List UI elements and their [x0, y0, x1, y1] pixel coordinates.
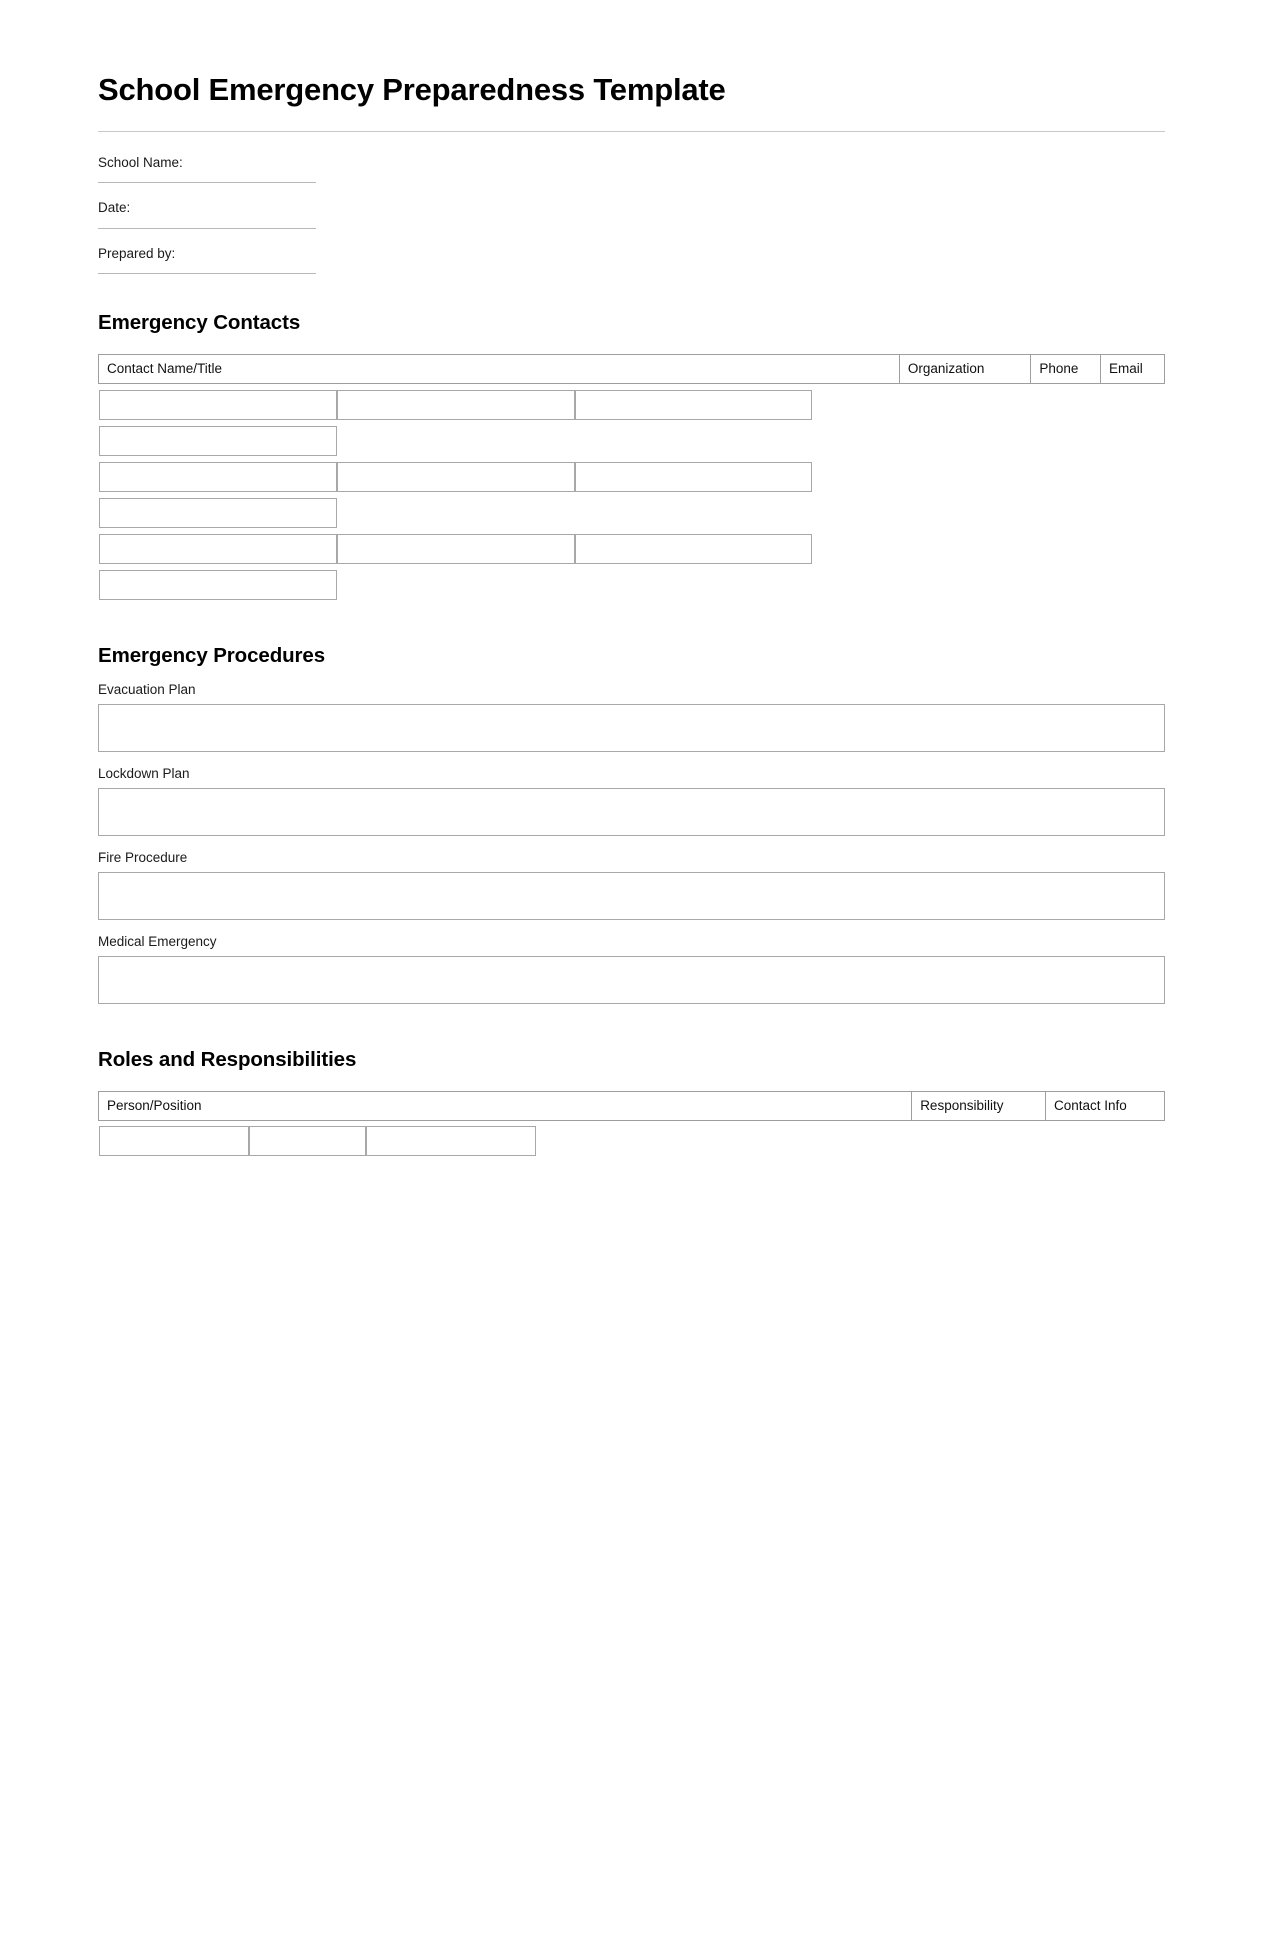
medical-emergency-textarea[interactable] — [98, 956, 1165, 1004]
evacuation-plan-label: Evacuation Plan — [98, 681, 196, 697]
school-name-label: School Name: — [98, 154, 183, 170]
contact-row-filler — [337, 498, 1166, 528]
table-row — [99, 390, 1165, 420]
contact-row-filler — [337, 426, 1166, 456]
table-row-cells — [99, 498, 1165, 528]
table-row-cells — [99, 426, 1165, 456]
contact-organization-cell-input[interactable] — [337, 462, 575, 492]
prepared-by-label: Prepared by: — [98, 245, 176, 261]
contact-row-filler — [812, 462, 1166, 492]
procedure-field-fire-procedure — [98, 850, 1165, 920]
title-divider — [98, 131, 1165, 132]
meta-field-school-name — [98, 154, 1165, 184]
contact-name-cell-input[interactable] — [99, 390, 337, 420]
section-heading-emergency-procedures: Emergency Procedures — [98, 643, 326, 667]
contact-row-filler — [812, 534, 1166, 564]
meta-field-prepared-by — [98, 245, 1165, 275]
document-meta-block — [98, 154, 1165, 275]
role-row-filler — [536, 1126, 1166, 1156]
meta-field-date — [98, 199, 1165, 229]
page-title: School Emergency Preparedness Template — [98, 72, 726, 107]
table-header-row — [99, 1091, 1165, 1120]
school-name-input-line[interactable] — [98, 182, 316, 183]
lockdown-plan-label: Lockdown Plan — [98, 765, 190, 781]
procedure-field-medical-emergency — [98, 934, 1165, 1004]
contact-name-cell-input[interactable] — [99, 462, 337, 492]
table-row — [99, 498, 1165, 528]
contact-phone-cell-input[interactable] — [575, 462, 812, 492]
role-responsibility-cell-input[interactable] — [249, 1126, 366, 1156]
column-header-email: Email — [1100, 355, 1164, 384]
contact-email-cell-input[interactable] — [99, 426, 337, 456]
contact-email-cell-input[interactable] — [99, 570, 337, 600]
table-row — [99, 462, 1165, 492]
prepared-by-input-line[interactable] — [98, 273, 316, 274]
date-input-line[interactable] — [98, 228, 316, 229]
table-row — [99, 570, 1165, 600]
document-content — [98, 0, 1165, 1156]
contact-row-filler — [337, 570, 1166, 600]
medical-emergency-label: Medical Emergency — [98, 933, 217, 949]
table-row-cells — [99, 534, 1165, 564]
role-person-cell-input[interactable] — [99, 1126, 249, 1156]
contact-phone-cell-input[interactable] — [575, 534, 812, 564]
table-row — [99, 426, 1165, 456]
fire-procedure-textarea[interactable] — [98, 872, 1165, 920]
contact-email-cell-input[interactable] — [99, 498, 337, 528]
table-row-cells — [99, 462, 1165, 492]
section-heading-roles-responsibilities: Roles and Responsibilities — [98, 1047, 357, 1071]
table-row-cells — [99, 1126, 1165, 1156]
roles-responsibilities-table — [98, 1091, 1165, 1157]
column-header-contact-info: Contact Info — [1045, 1091, 1164, 1120]
contact-organization-cell-input[interactable] — [337, 390, 575, 420]
section-heading-emergency-contacts: Emergency Contacts — [98, 311, 301, 335]
column-header-person-position: Person/Position — [99, 1091, 912, 1120]
contact-name-cell-input[interactable] — [99, 534, 337, 564]
contact-row-filler — [812, 390, 1166, 420]
contact-organization-cell-input[interactable] — [337, 534, 575, 564]
role-contact-info-cell-input[interactable] — [366, 1126, 536, 1156]
date-label: Date: — [98, 200, 131, 216]
procedure-field-lockdown-plan — [98, 766, 1165, 836]
table-header-row — [99, 355, 1165, 384]
column-header-responsibility: Responsibility — [912, 1091, 1046, 1120]
procedure-field-evacuation-plan — [98, 682, 1165, 752]
table-row — [99, 1126, 1165, 1156]
table-row-cells — [99, 570, 1165, 600]
contact-phone-cell-input[interactable] — [575, 390, 812, 420]
fire-procedure-label: Fire Procedure — [98, 849, 188, 865]
evacuation-plan-textarea[interactable] — [98, 704, 1165, 752]
column-header-contact-name: Contact Name/Title — [99, 355, 900, 384]
column-header-organization: Organization — [899, 355, 1030, 384]
lockdown-plan-textarea[interactable] — [98, 788, 1165, 836]
emergency-contacts-table — [98, 354, 1165, 600]
column-header-phone: Phone — [1031, 355, 1101, 384]
table-row — [99, 534, 1165, 564]
table-row-cells — [99, 390, 1165, 420]
